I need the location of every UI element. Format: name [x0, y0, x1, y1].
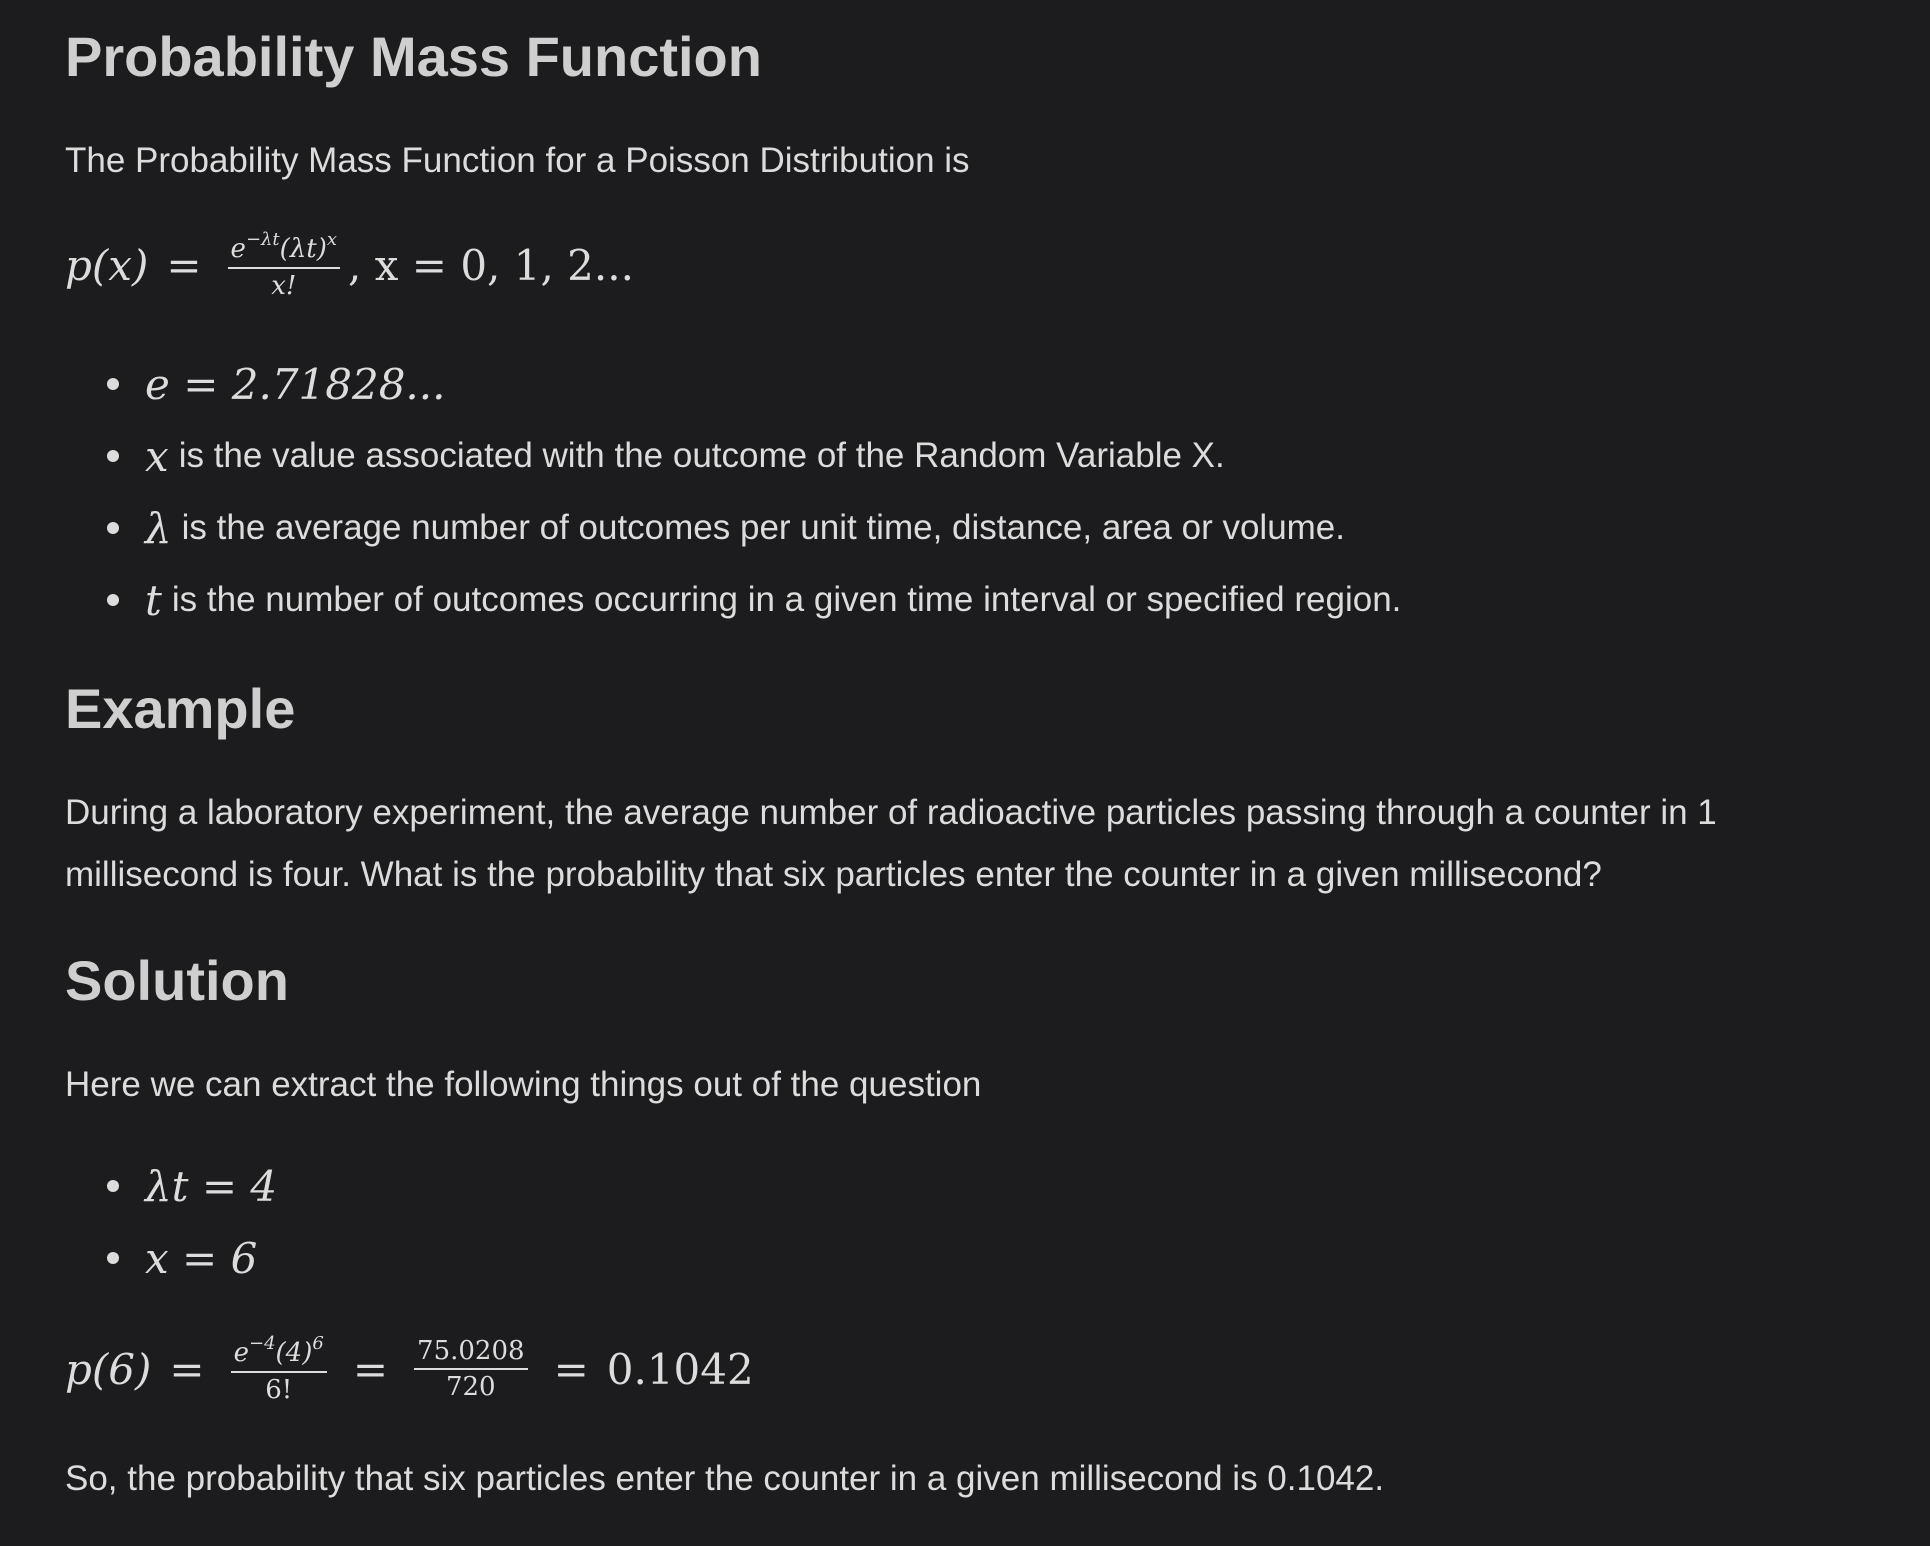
solution-formula-lhs: p(6) [65, 1344, 152, 1394]
solution-formula-numerator-2: 75.0208 [414, 1337, 528, 1371]
example-heading: Example [65, 677, 296, 740]
bullet-text: is the value associated with the outcome of the Random Variable X. [178, 436, 1225, 475]
bullet-icon [107, 450, 119, 462]
solution-formula-fraction-2 [414, 1337, 528, 1402]
bullet-icon [107, 1180, 119, 1192]
pmf-formula-numerator: $e^{-\lambda t}(\lambda t)^x$ [228, 230, 341, 269]
pmf-formula-denominator: x! [271, 270, 297, 301]
solution-formula-eq1: = [169, 1344, 205, 1394]
list-item [65, 492, 1401, 564]
solution-formula-denominator-1: 6! [265, 1374, 293, 1405]
list-item [65, 1150, 277, 1222]
list-item [65, 420, 1401, 492]
example-line-2: millisecond is four. What is the probability that six particles enter the counter in a given millisecond? [65, 855, 1602, 894]
bullet-text: is the average number of outcomes per unit time, distance, area or volume. [181, 508, 1345, 547]
bullet-text: is the number of outcomes occurring in a given time interval or specified region. [171, 580, 1402, 619]
bullet-symbol: x [145, 431, 169, 481]
bullet-symbol: λ [145, 503, 172, 553]
solution-heading: Solution [65, 949, 289, 1012]
bullet-icon [107, 594, 119, 606]
pmf-formula-eq: = [166, 240, 202, 290]
list-item [65, 564, 1401, 636]
pmf-formula [65, 230, 634, 300]
solution-givens-list [65, 1150, 277, 1294]
solution-intro: Here we can extract the following things out of the question [65, 1065, 982, 1104]
solution-formula-numerator-1: $e^{-4}(4)^6$ [231, 1334, 327, 1373]
pmf-definition-list [65, 348, 1401, 636]
bullet-icon [107, 1252, 119, 1264]
example-line-1: During a laboratory experiment, the average number of radioactive particles passing through a counter in 1 [65, 793, 1717, 832]
pmf-intro: The Probability Mass Function for a Poisson Distribution is [65, 141, 970, 180]
bullet-symbol: t [145, 575, 162, 625]
solution-formula-denominator-2: 720 [445, 1372, 496, 1403]
solution-formula-result: 0.1042 [606, 1344, 754, 1394]
pmf-formula-lhs: p(x) [65, 240, 149, 290]
bullet-icon [107, 522, 119, 534]
solution-formula-fraction-1 [231, 1334, 327, 1404]
pmf-heading: Probability Mass Function [65, 25, 762, 88]
bullet-icon [107, 378, 119, 390]
pmf-formula-fraction [228, 230, 341, 300]
pmf-formula-tail: , x = 0, 1, 2... [348, 240, 634, 290]
bullet-symbol: e = 2.71828... [145, 359, 446, 409]
solution-conclusion: So, the probability that six particles enter the counter in a given millisecond is 0.1042. [65, 1459, 1385, 1498]
solution-formula-eq3: = [553, 1344, 589, 1394]
given-value: x = 6 [145, 1233, 258, 1283]
solution-formula [65, 1334, 754, 1404]
given-value: λt = 4 [145, 1161, 278, 1211]
list-item [65, 1222, 277, 1294]
list-item [65, 348, 1401, 420]
solution-formula-eq2: = [352, 1344, 389, 1394]
